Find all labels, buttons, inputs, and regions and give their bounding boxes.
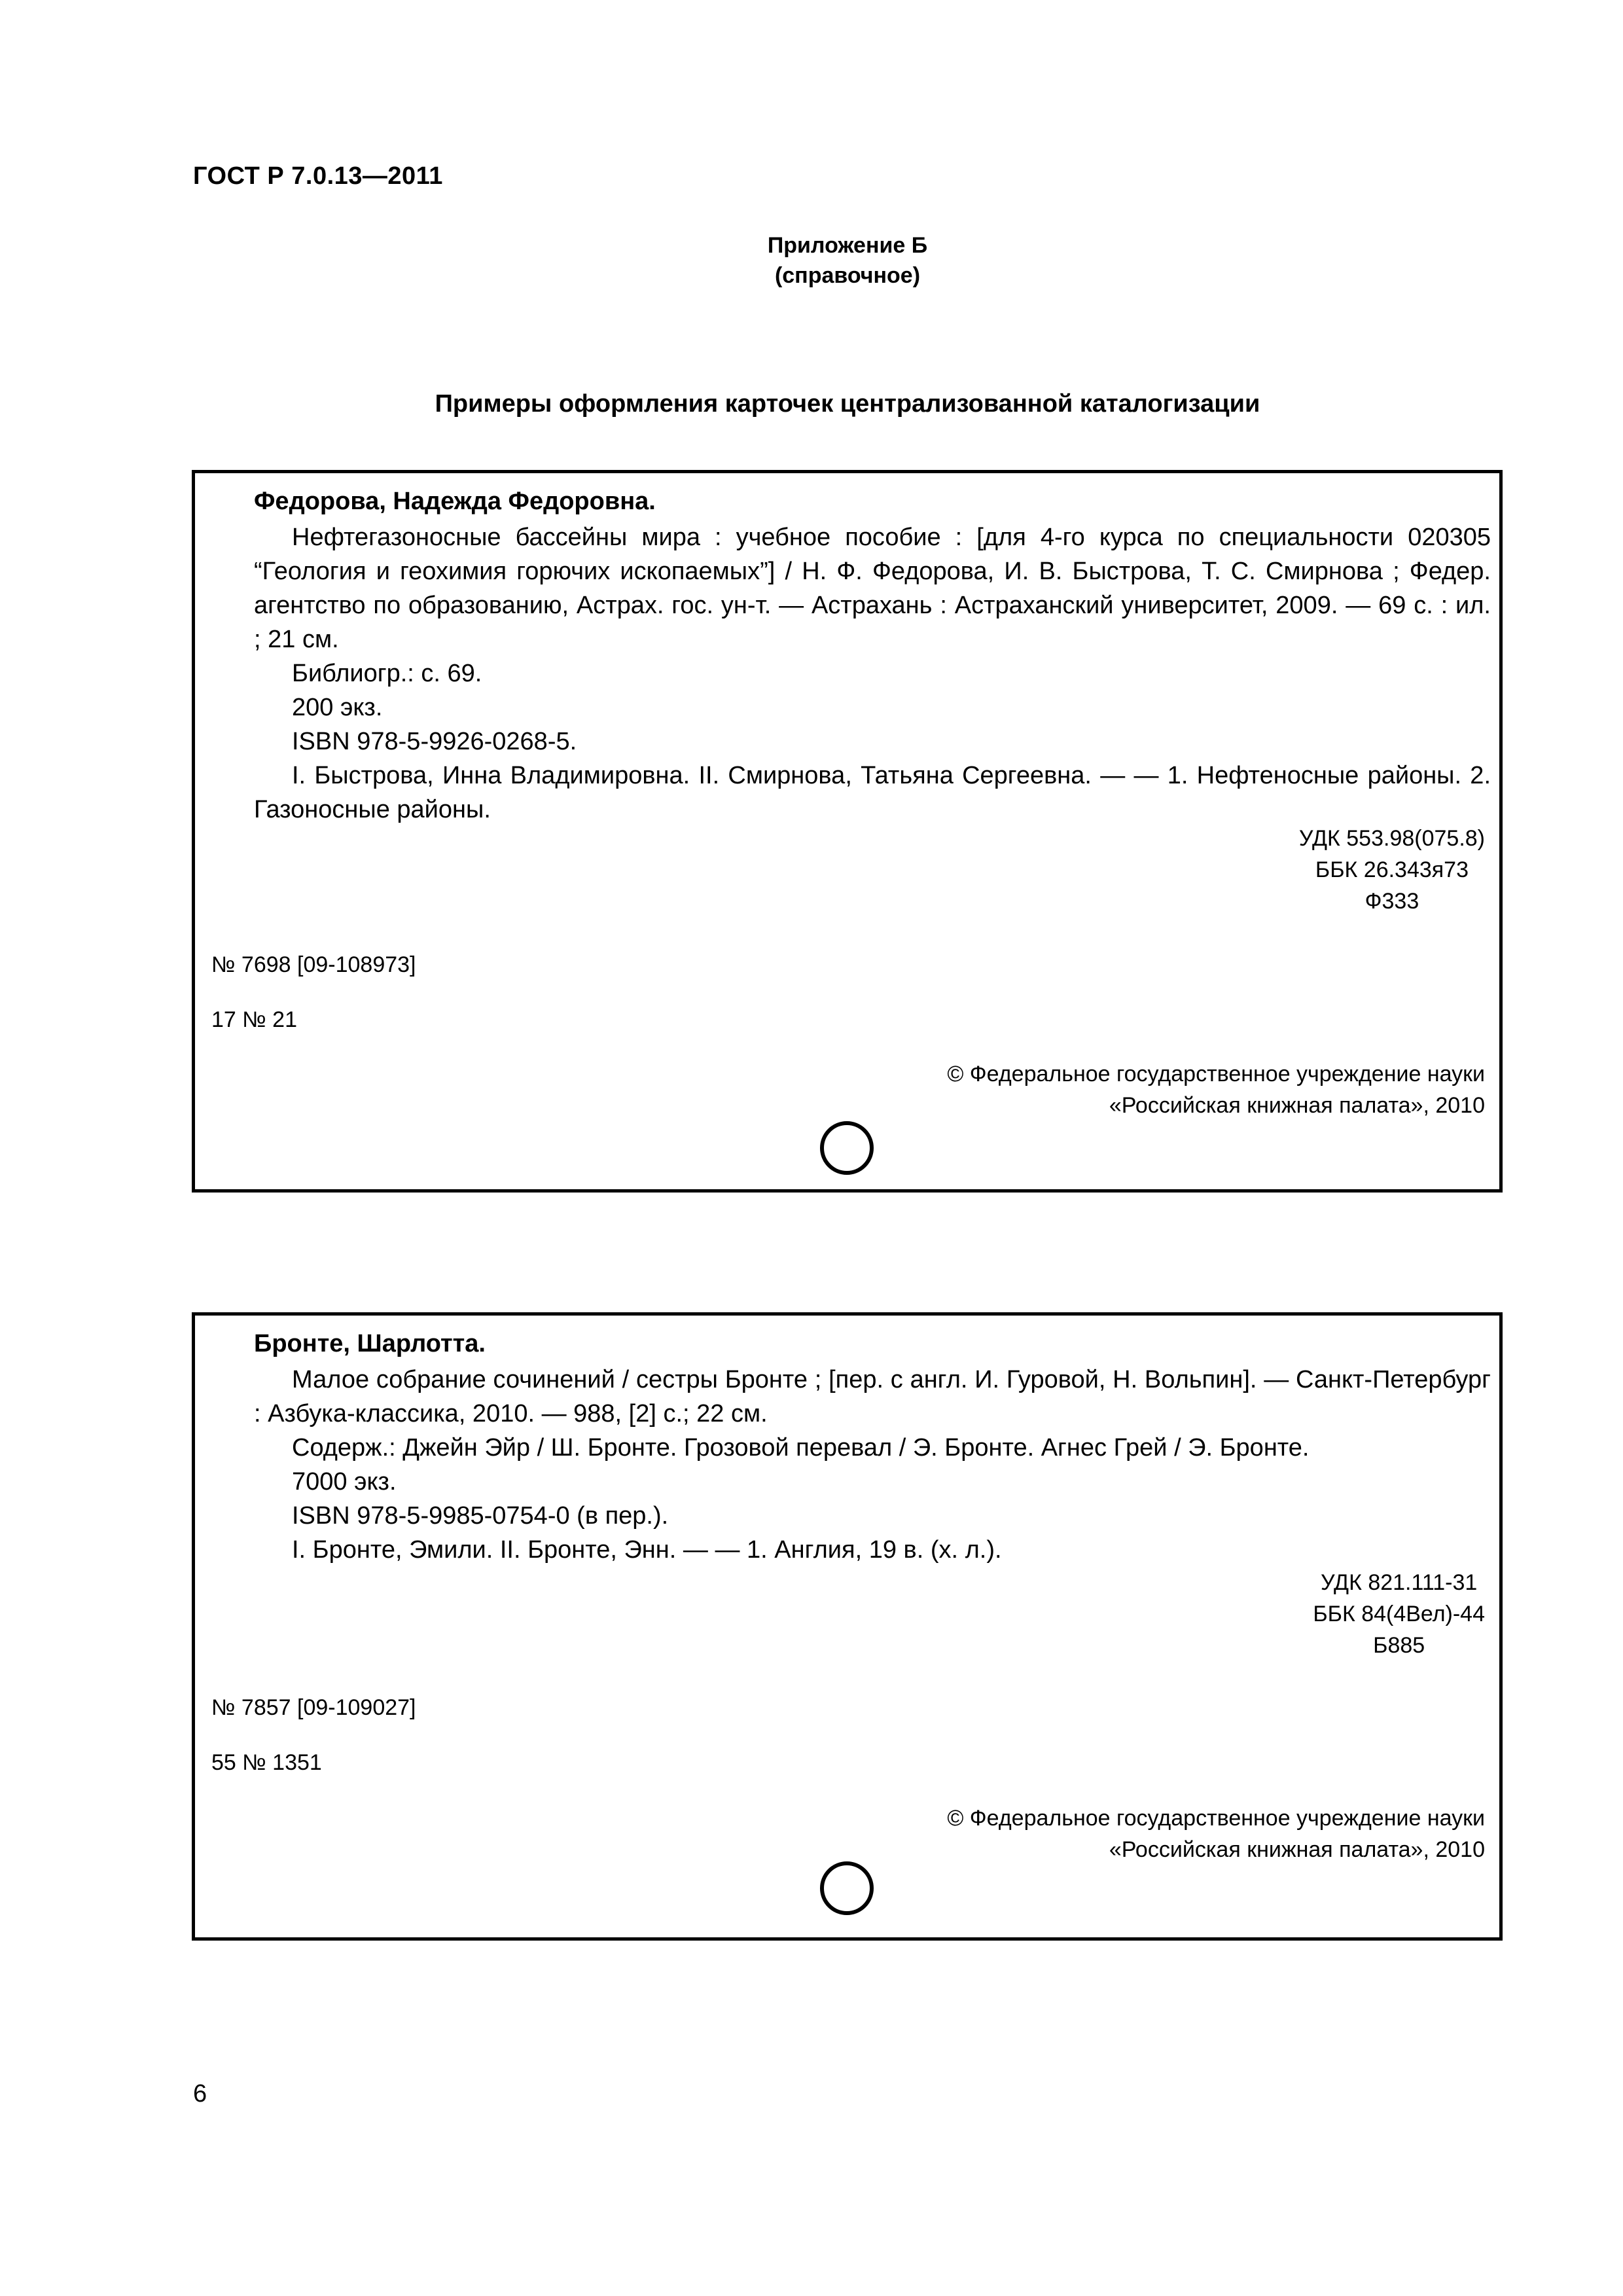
card-heading: Бронте, Шарлотта. [254,1330,486,1357]
card-copyright [947,1803,1485,1865]
udc-index: УДК 553.98(075.8) [1298,826,1485,851]
card-note: Библиогр.: с. 69. [292,660,482,687]
card-number: № 7698 [09-108973] [211,952,416,977]
punch-hole [820,1861,874,1915]
card-classification [1313,1567,1485,1661]
copyright-line: «Российская книжная палата», 2010 [1109,1093,1485,1118]
card-note: Содерж.: Джейн Эйр / Ш. Бронте. Грозовой перевал / Э. Бронте. Агнес Грей / Э. Бронте. [292,1434,1310,1462]
bbk-index: ББК 26.343я73 [1315,857,1469,882]
card-number: № 7857 [09-109027] [211,1695,416,1720]
udc-index: УДК 821.111-31 [1320,1570,1478,1595]
card-tracing: I. Бронте, Эмили. II. Бронте, Энн. — — 1. Англия, 19 в. (х. л.). [292,1536,1002,1564]
standard-header: ГОСТ Р 7.0.13—2011 [193,162,443,190]
card-heading: Федорова, Надежда Федоровна. [254,488,656,515]
card-note: ISBN 978-5-9985-0754-0 (в пер.). [292,1502,669,1530]
card-description: Нефтегазоносные бассейны мира : учебное пособие : [для 4-го курса по специальности 020305 “Геология и геохимия горючих ископаемых”] / Н. Ф. Федорова, И. В. Быстрова, Т. С. Смирнова ; Федер. агентство по образованию, Астрах. гос. ун-т. — Астрахань : Астраханский университет, 2009. — 69 с. : ил. ; 21 см. [254,524,1491,653]
card-note: 7000 экз. [292,1468,397,1496]
card-classification [1299,823,1485,917]
copyright-line: © Федеральное государственное учреждение науки [947,1806,1485,1831]
series-number: 55 № 1351 [211,1750,322,1775]
card-description: Малое собрание сочинений / сестры Бронте ; [пер. с англ. И. Гуровой, Н. Вольпин]. — Санкт-Петербург : Азбука-классика, 2010. — 988, [2] с.; 22 см. [254,1366,1491,1427]
bbk-index: ББК 84(4Вел)-44 [1313,1602,1485,1626]
card-body [254,1363,1491,1567]
author-mark: Ф333 [1364,889,1419,914]
page-number: 6 [193,2080,207,2108]
appendix-heading [0,230,1623,291]
copyright-line: «Российская книжная палата», 2010 [1109,1837,1485,1862]
catalog-card-bronte [192,1312,1503,1941]
card-body [254,520,1491,827]
card-copyright [947,1058,1485,1121]
card-note: ISBN 978-5-9926-0268-5. [292,728,577,755]
series-number: 17 № 21 [211,1007,298,1032]
card-note: 200 экз. [292,694,383,721]
section-title: Примеры оформления карточек централизованной каталогизации [435,390,1260,418]
appendix-note: (справочное) [774,263,921,288]
catalog-card-fedorova [192,470,1503,1193]
copyright-line: © Федеральное государственное учреждение науки [947,1062,1485,1086]
card-tracing: I. Быстрова, Инна Владимировна. II. Смирнова, Татьяна Сергеевна. — — 1. Нефтеносные районы. 2. Газоносные районы. [254,762,1491,823]
author-mark: Б885 [1373,1633,1425,1658]
appendix-title: Приложение Б [767,233,928,258]
punch-hole [820,1121,874,1175]
